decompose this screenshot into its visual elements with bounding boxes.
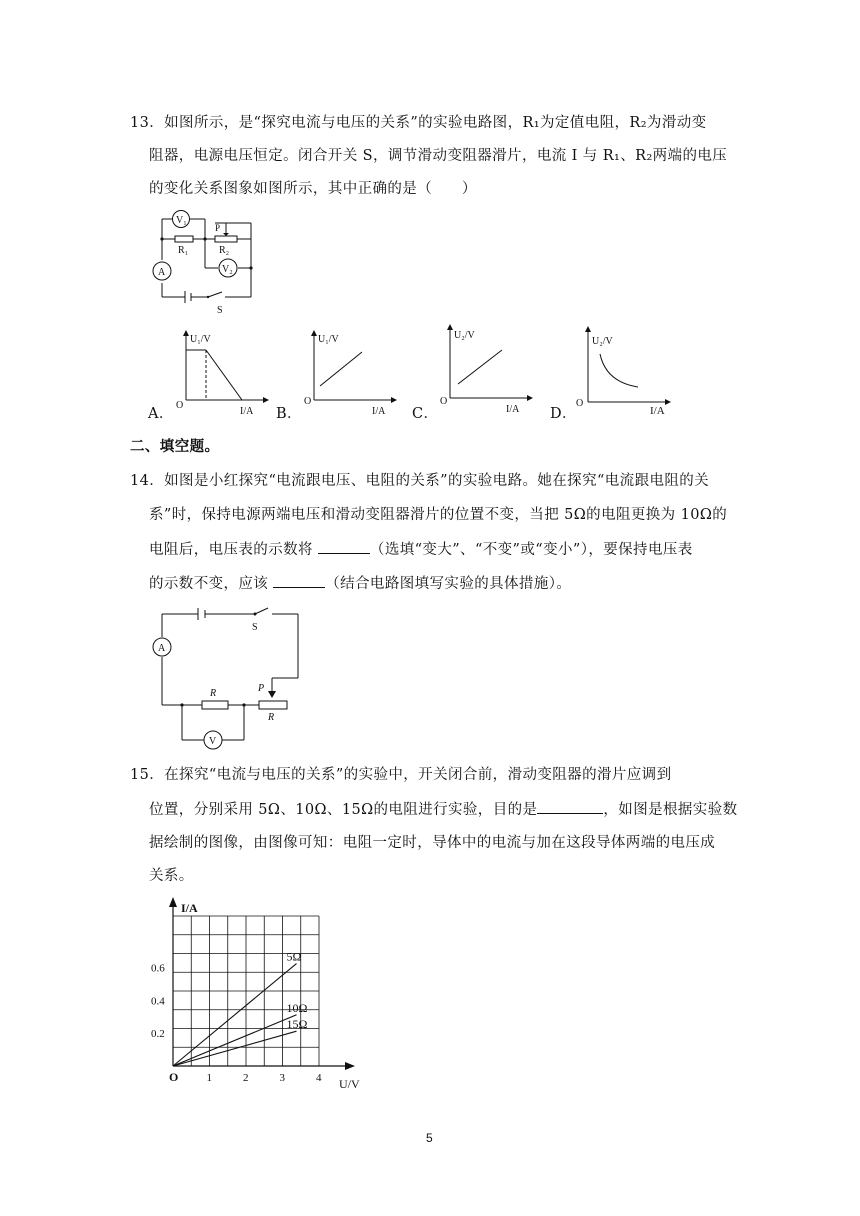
option-a-ylabel: U₁/V	[190, 334, 211, 345]
chart-origin: O	[169, 1070, 179, 1084]
q15-line-2-part-2: ，如图是根据实验数	[603, 802, 738, 818]
q13-v1-label: V₁	[176, 215, 187, 226]
option-c-graph	[434, 322, 534, 415]
q13-circuit-diagram	[145, 205, 265, 316]
section-title: 二、填空题。	[130, 438, 220, 455]
option-a-xlabel: I/A	[240, 406, 254, 417]
option-d-origin: O	[576, 398, 584, 409]
q14-a-label: A	[158, 643, 166, 654]
option-a-origin: O	[176, 400, 184, 411]
option-b-xlabel: I/A	[372, 406, 386, 417]
x-tick-label: 4	[316, 1072, 322, 1084]
page-number: 5	[426, 1131, 433, 1145]
q15-line-4: 关系。	[149, 868, 194, 884]
q14-answer-blank-1[interactable]	[318, 539, 370, 554]
option-d-graph	[572, 324, 672, 416]
q14-line-3	[149, 539, 693, 560]
option-a-graph	[170, 328, 270, 418]
option-c-ylabel: U₂/V	[454, 330, 475, 341]
x-tick-label: 1	[206, 1072, 212, 1084]
option-d-ylabel: U₂/V	[592, 336, 613, 347]
q13-r2-label: R₂	[219, 245, 230, 256]
q15-line-3: 据绘制的图像，由图像可知：电阻一定时，导体中的电流与加在这段导体两端的电压成	[149, 835, 716, 851]
x-tick-label: 3	[279, 1072, 285, 1084]
q14-line-2: 系”时，保持电源两端电压和滑动变阻器滑片的位置不变，当把 5Ω的电阻更换为 10Ω的	[149, 507, 728, 523]
chart-series	[173, 950, 308, 1066]
y-axis-arrow	[169, 897, 177, 907]
q15-answer-blank[interactable]	[537, 799, 603, 814]
chart-grid	[173, 916, 319, 1066]
series-label: 5Ω	[286, 949, 302, 964]
q15-line-1: 15．在探究“电流与电压的关系”的实验中，开关闭合前，滑动变阻器的滑片应调到	[130, 767, 672, 783]
q13-r1-label: R₁	[178, 245, 189, 256]
option-b-origin: O	[304, 396, 312, 407]
chart-xlabel: U/V	[339, 1077, 360, 1091]
series-label: 10Ω	[286, 1000, 308, 1015]
q13-v2-label: V₂	[222, 264, 233, 275]
option-d-letter: D．	[550, 406, 577, 422]
option-c-xlabel: I/A	[506, 404, 520, 415]
q15-line-2	[149, 799, 738, 820]
y-tick-label: 0.2	[151, 1028, 165, 1041]
q14-s-label: S	[252, 622, 258, 633]
option-c-letter: C．	[412, 406, 439, 422]
q14-line-4-part-2: （结合电路图填写实验的具体措施）。	[325, 576, 572, 592]
q14-line-3-part-1: 电阻后，电压表的示数将	[149, 542, 318, 558]
q14-line-4	[149, 573, 571, 594]
q13-line-3: 的变化关系图象如图所示，其中正确的是（ ）	[149, 181, 477, 197]
series-label: 15Ω	[286, 1017, 308, 1032]
q14-r-label: R	[210, 688, 217, 699]
q14-v-label: V	[209, 736, 217, 747]
q14-line-4-part-1: 的示数不变，应该	[149, 576, 274, 592]
iv-chart	[145, 893, 385, 1098]
option-b-letter: B．	[276, 406, 302, 422]
y-tick-label: 0.4	[151, 995, 165, 1008]
x-axis-arrow	[345, 1062, 355, 1070]
q14-p-label: P	[258, 683, 265, 694]
option-d-xlabel: I/A	[650, 405, 665, 417]
q15-line-2-part-1: 位置，分别采用 5Ω、10Ω、15Ω的电阻进行实验，目的是	[149, 802, 538, 818]
chart-ylabel: I/A	[181, 901, 198, 915]
option-b-ylabel: U₁/V	[318, 334, 339, 345]
option-b-graph	[298, 328, 398, 418]
q13-line-2: 阻器，电源电压恒定。闭合开关 S，调节滑动变阻器滑片，电流 I 与 R₁、R₂两端的电压	[149, 148, 728, 164]
x-tick-label: 2	[243, 1072, 249, 1084]
q13-p-label: P	[215, 223, 221, 233]
option-c-origin: O	[440, 396, 448, 407]
q14-line-3-part-2: （选填“变大”、“不变”或“变小”），要保持电压表	[369, 542, 693, 558]
y-tick-label: 0.6	[151, 962, 165, 975]
q13-s-label: S	[217, 305, 223, 316]
option-a-letter: A．	[148, 406, 174, 422]
q14-r2-label: R	[268, 712, 275, 723]
q14-answer-blank-2[interactable]	[273, 573, 325, 588]
q14-line-1: 14．如图是小红探究“电流跟电压、电阻的关系”的实验电路。她在探究“电流跟电阻的关	[130, 473, 710, 489]
q14-circuit-diagram	[148, 600, 308, 755]
q13-line-1: 13．如图所示，是“探究电流与电压的关系”的实验电路图，R₁为定值电阻，R₂为滑动变	[130, 115, 707, 131]
q13-a-label: A	[158, 267, 166, 278]
